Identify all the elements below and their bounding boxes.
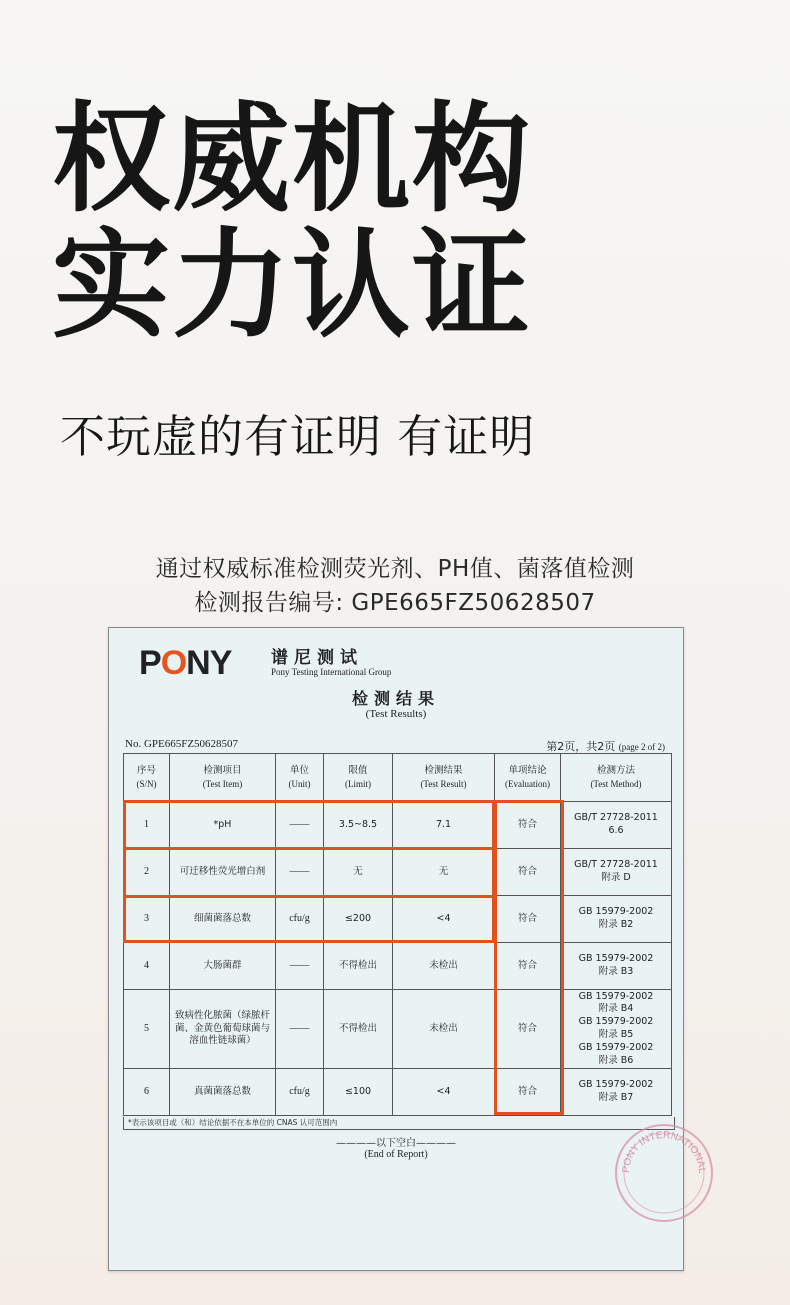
headline-line-2: 实力认证: [52, 216, 533, 354]
table-row: [124, 943, 672, 990]
cell-method: GB/T 27728-2011 6.6: [561, 802, 672, 849]
column-header: 序号 (S/N): [124, 754, 170, 802]
column-header: 检测项目 (Test Item): [170, 754, 276, 802]
caption-report-number: 检测报告编号: GPE665FZ50628507: [194, 590, 596, 616]
cell-evaluation: 符合: [495, 849, 561, 896]
report-title: 检测结果: [351, 689, 440, 708]
table-row: [124, 849, 672, 896]
cell-sn: 1: [124, 802, 170, 849]
table-body: [124, 802, 672, 1116]
cell-method: GB 15979-2002 附录 B3: [561, 943, 672, 990]
cell-result: <4: [393, 1069, 495, 1116]
cnas-footnote: *表示该项目或（和）结论依据不在本单位的 CNAS 认可范围内: [123, 1117, 675, 1130]
cell-item: 真菌菌落总数: [170, 1069, 276, 1116]
cell-limit: 无: [324, 849, 393, 896]
svg-text:PONY INTERNATIONAL: PONY INTERNATIONAL: [620, 1129, 708, 1174]
cell-limit: ≤200: [324, 896, 393, 943]
end-of-report-en: (End of Report): [364, 1149, 428, 1160]
cell-sn: 5: [124, 990, 170, 1069]
subline: 不玩虚的有证明 有证明: [60, 410, 536, 463]
cell-unit: cfu/g: [276, 1069, 324, 1116]
column-header: 限值 (Limit): [324, 754, 393, 802]
page-cn: 第2页，共2页: [546, 740, 616, 753]
cell-item: *pH: [170, 802, 276, 849]
cell-result: <4: [393, 896, 495, 943]
cell-evaluation: 符合: [495, 990, 561, 1069]
cell-unit: ——: [276, 802, 324, 849]
cell-result: 无: [393, 849, 495, 896]
column-header: 单项结论 (Evaluation): [495, 754, 561, 802]
table-row: [124, 802, 672, 849]
brand-name-en: Pony Testing International Group: [271, 667, 392, 677]
company-seal: [609, 1118, 719, 1228]
headline-line-1: 权威机构: [52, 90, 533, 228]
cell-method: GB 15979-2002 附录 B7: [561, 1069, 672, 1116]
table-row: [124, 990, 672, 1069]
cell-sn: 3: [124, 896, 170, 943]
cell-unit: ——: [276, 943, 324, 990]
cell-evaluation: 符合: [495, 802, 561, 849]
end-of-report-cn: ————以下空白————: [336, 1138, 456, 1149]
table-row: [124, 896, 672, 943]
column-header: 检测结果 (Test Result): [393, 754, 495, 802]
cell-method: GB 15979-2002 附录 B2: [561, 896, 672, 943]
cell-item: 致病性化脓菌（绿脓杆菌、金黄色葡萄球菌与溶血性链球菌）: [170, 990, 276, 1069]
pony-logo: PONY: [139, 644, 232, 682]
cell-item: 可迁移性荧光增白剂: [170, 849, 276, 896]
column-header: 单位 (Unit): [276, 754, 324, 802]
cell-method: GB/T 27728-2011 附录 D: [561, 849, 672, 896]
caption-line-1: 通过权威标准检测荧光剂、PH值、菌落值检测: [155, 556, 635, 582]
report-subtitle: (Test Results): [365, 708, 427, 720]
cell-result: 未检出: [393, 990, 495, 1069]
cell-limit: 3.5~8.5: [324, 802, 393, 849]
cell-method: GB 15979-2002 附录 B4 GB 15979-2002 附录 B5 GB 15979-2002 附录 B6: [561, 990, 672, 1069]
table-row: [124, 1069, 672, 1116]
cell-unit: ——: [276, 990, 324, 1069]
brand-name-cn: 谱尼测试: [271, 648, 363, 668]
cell-sn: 4: [124, 943, 170, 990]
cell-evaluation: 符合: [495, 943, 561, 990]
cell-item: 细菌菌落总数: [170, 896, 276, 943]
test-report-image: [108, 627, 708, 1271]
results-table: [123, 753, 672, 1116]
table-header-row: [124, 754, 672, 802]
cell-limit: ≤100: [324, 1069, 393, 1116]
cell-result: 7.1: [393, 802, 495, 849]
cell-item: 大肠菌群: [170, 943, 276, 990]
cell-unit: cfu/g: [276, 896, 324, 943]
column-header: 检测方法 (Test Method): [561, 754, 672, 802]
cell-sn: 2: [124, 849, 170, 896]
cell-evaluation: 符合: [495, 896, 561, 943]
page-en: (page 2 of 2): [618, 742, 665, 752]
cell-sn: 6: [124, 1069, 170, 1116]
report-number: No. GPE665FZ50628507: [125, 738, 239, 750]
report-page-indicator: [546, 738, 665, 754]
cell-unit: ——: [276, 849, 324, 896]
cell-evaluation: 符合: [495, 1069, 561, 1116]
cell-result: 未检出: [393, 943, 495, 990]
cell-limit: 不得检出: [324, 990, 393, 1069]
cell-limit: 不得检出: [324, 943, 393, 990]
